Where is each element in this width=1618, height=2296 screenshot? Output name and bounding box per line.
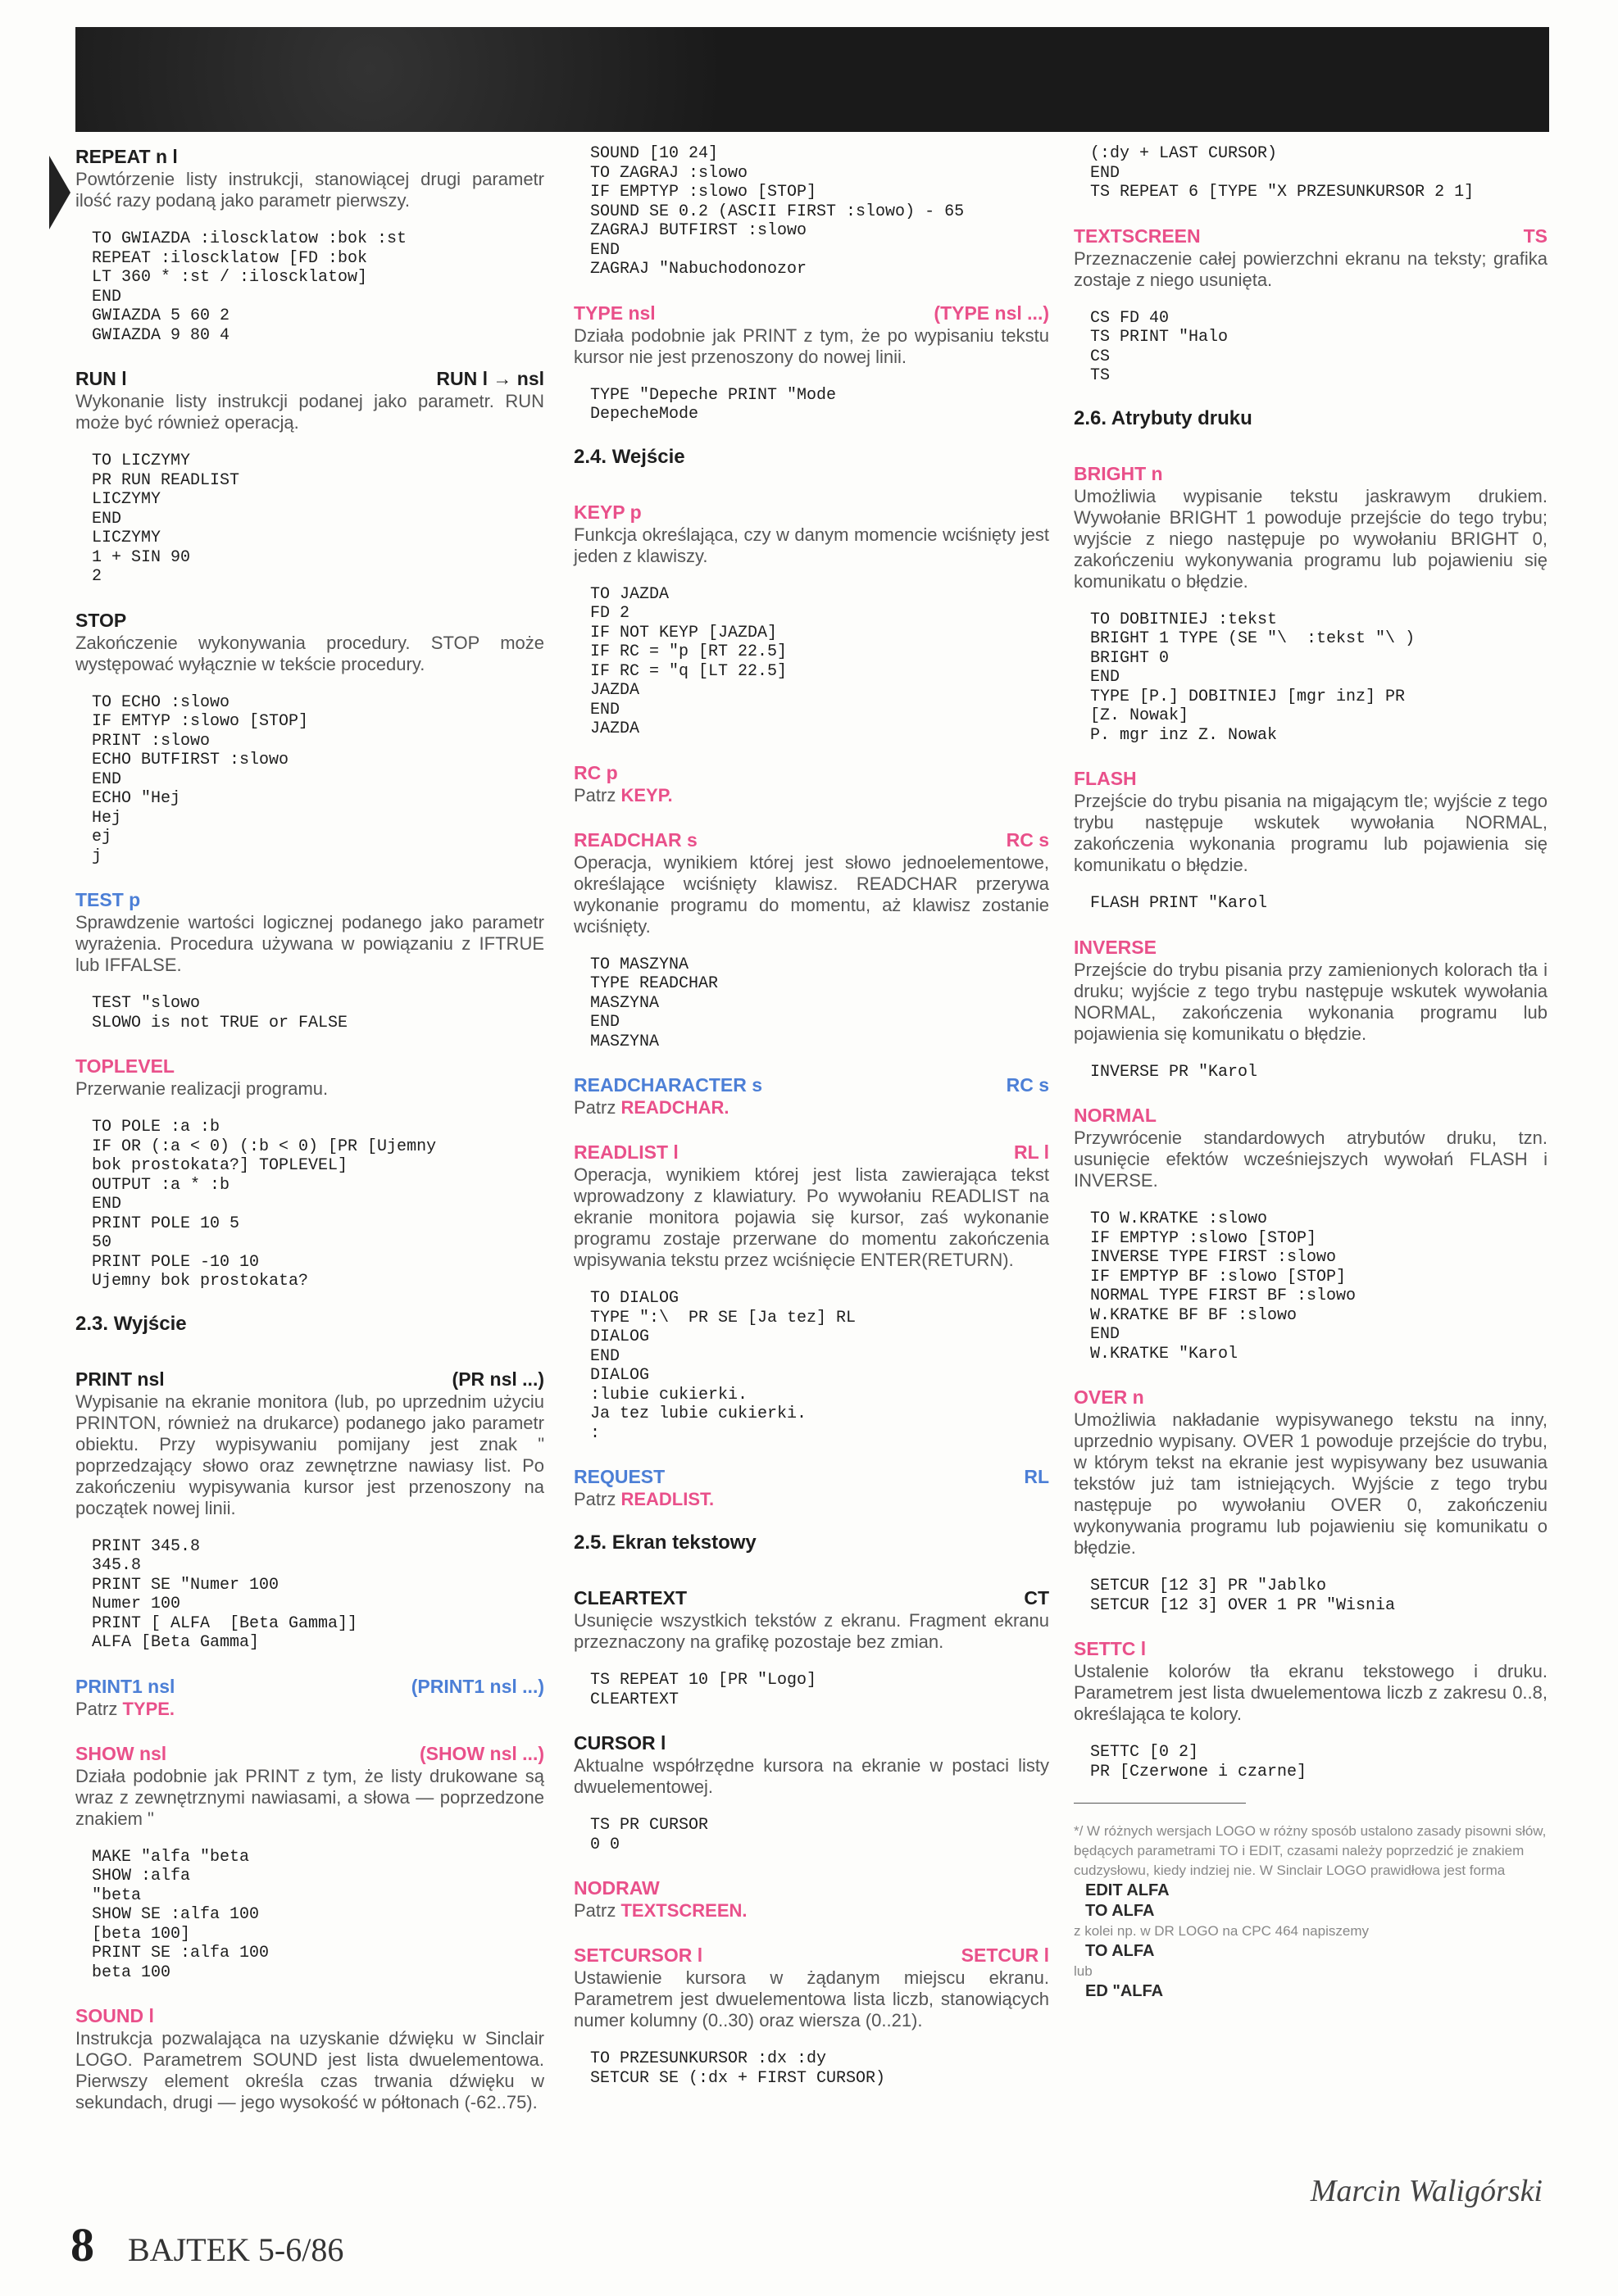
command-name: TYPE nsl — [574, 302, 656, 324]
command-name: FLASH — [1074, 768, 1137, 789]
code-example: TO LICZYMY PR RUN READLIST LICZYMY END LICZYMY 1 + SIN 90 2 — [92, 451, 240, 586]
page-number: 8 — [70, 2218, 94, 2271]
command-description: Przejście do trybu pisania na migającym tle; wyjście z tego trybu następuje wskutek wywołania NORMAL, zakończenia wykonania programu lub pojawienia się komunikatu o błędzie. — [1074, 791, 1548, 875]
command-heading — [574, 1876, 1049, 1900]
command-heading — [574, 1073, 1049, 1097]
command-description: Przeznaczenie całej powierzchni ekranu na teksty; grafika zostaje z niego usunięta. — [1074, 247, 1548, 290]
command-abbrev: CT — [1024, 1587, 1049, 1609]
code-example: INVERSE PR "Karol — [1090, 1062, 1258, 1082]
command-heading — [75, 1054, 544, 1078]
command-heading — [574, 1586, 1049, 1610]
command-description: Zakończenie wykonywania procedury. STOP może występować wyłącznie w tekście procedury. — [75, 632, 544, 674]
reference-link: TYPE. — [122, 1698, 175, 1719]
entry-request — [574, 1464, 1049, 1510]
command-name: CURSOR l — [574, 1732, 666, 1754]
entry-flash — [1074, 766, 1548, 914]
entry-cursor-l — [574, 1731, 1049, 1854]
command-abbrev: RL — [1024, 1466, 1049, 1487]
code-example: TO PRZESUNKURSOR :dx :dy SETCUR SE (:dx + FIRST CURSOR) — [590, 2049, 886, 2088]
command-name: TEST p — [75, 889, 141, 910]
code-continued: SOUND [10 24] TO ZAGRAJ :slowo IF EMPTYP :slowo [STOP] SOUND SE 0.2 (ASCII FIRST :slowo) - 65 ZAGRAJ BUTFIRST :slowo END ZAGRAJ "Nabuchodonozor — [590, 144, 965, 279]
footnote-code: EDIT ALFA TO ALFA — [1085, 1881, 1170, 1920]
code-example: TO W.KRATKE :slowo IF EMPTYP :slowo [STOP] INVERSE TYPE FIRST :slowo IF EMPTYP BF :slowo [STOP] NORMAL TYPE FIRST BF :slowo W.KRATKE BF BF :slowo END W.KRATKE "Karol — [1090, 1209, 1357, 1364]
entry-cleartext — [574, 1586, 1049, 1709]
header-banner — [75, 27, 1549, 132]
command-description: Przejście do trybu pisania przy zamienionych kolorach tła i druku; wyjście z tego trybu następuje wskutek wywołania NORMAL, zakończenia wykonania programu lub pojawienia się komunikatu o błędzie. — [1074, 959, 1548, 1044]
command-description: Przerwanie realizacji programu. — [75, 1078, 329, 1099]
command-heading — [574, 1731, 1049, 1755]
command-name: REPEAT n l — [75, 146, 178, 167]
command-heading — [75, 2003, 544, 2028]
command-name: OVER n — [1074, 1386, 1144, 1408]
command-name: BRIGHT n — [1074, 462, 1163, 484]
command-name: READCHARACTER s — [574, 1074, 763, 1096]
code-example: MAKE "alfa "beta SHOW :alfa "beta SHOW SE :alfa 100 [beta 100] PRINT SE :alfa 100 beta 100 — [92, 1847, 270, 1982]
command-description: Aktualne współrzędne kursora na ekranie w postaci listy dwuelementowej. — [574, 1755, 1049, 1797]
command-abbrev: RUN l → nsl — [436, 368, 544, 389]
command-name: REQUEST — [574, 1466, 666, 1487]
column-3 — [1074, 144, 1548, 2002]
footnote-text: lub — [1074, 1963, 1093, 1979]
command-description: Instrukcja pozwalająca na uzyskanie dźwięku w Sinclair LOGO. Parametrem SOUND jest lista dwuelementowa. Pierwszy element określa czas trwania dźwięku w sekundach, drugi — jego wysokość w półtonach (-62..75). — [75, 2028, 544, 2112]
command-heading — [1074, 1636, 1548, 1661]
command-heading — [75, 1741, 544, 1766]
command-description: Ustawienie kursora w żądanym miejscu ekranu. Parametrem jest dwuelementowa lista liczb, stanowiących numer kolumny (0..30) oraz wiersza (0..21). — [574, 1967, 1049, 2031]
command-heading — [1074, 935, 1548, 960]
command-heading — [75, 1674, 544, 1699]
code-example: TO DOBITNIEJ :tekst BRIGHT 1 TYPE (SE "\ :tekst "\ ) BRIGHT 0 END TYPE [P.] DOBITNIEJ [mgr inz] PR [Z. Nowak] P. mgr inz Z. Nowak — [1090, 610, 1416, 745]
footnote-text: z kolei np. w DR LOGO na CPC 464 napiszemy — [1074, 1923, 1369, 1939]
command-name: RUN l — [75, 368, 127, 389]
command-heading — [75, 144, 544, 169]
entry-bright-n — [1074, 461, 1548, 746]
command-abbrev: RC s — [1006, 828, 1049, 851]
command-description: Ustalenie kolorów tła ekranu tekstowego i druku. Parametrem jest lista dwuelementowa liczb z zakresu 0..8, określająca te kolory. — [1074, 1661, 1548, 1724]
command-description: Usunięcie wszystkich tekstów z ekranu. Fragment ekranu przeznaczony na grafikę pozostaje bez zmian. — [574, 1610, 1049, 1652]
command-heading — [75, 608, 544, 633]
command-heading — [574, 1140, 1049, 1164]
command-heading — [1074, 1103, 1548, 1128]
command-description: Funkcja określająca, czy w danym momencie wciśnięty jest jeden z klawiszy. — [574, 524, 1049, 566]
command-name: CLEARTEXT — [574, 1587, 687, 1609]
reference-link: READLIST. — [620, 1489, 715, 1509]
section-title: 2.4. Wejście — [574, 445, 685, 468]
command-heading — [75, 366, 544, 391]
code-example: TO GWIAZDA :iloscklatow :bok :st REPEAT :iloscklatow [FD :bok LT 360 * :st / :iloscklatow] END GWIAZDA 5 60 2 GWIAZDA 9 80 4 — [92, 229, 407, 345]
command-heading — [574, 1464, 1049, 1489]
command-name: KEYP p — [574, 501, 642, 523]
reference-link: TEXTSCREEN. — [620, 1900, 748, 1921]
command-description: Umożliwia wypisanie tekstu jaskrawym drukiem. Wywołanie BRIGHT 1 powoduje przejście do tego trybu; wyjście z niego następuje po wywołaniu BRIGHT 0, zakończeniu wykonywania programu lub pojawieniu się komunikatu o błędzie. — [1074, 485, 1548, 592]
command-abbrev: (PR nsl ...) — [452, 1368, 544, 1390]
command-description: Patrz KEYP. — [574, 784, 673, 805]
entry-normal — [1074, 1103, 1548, 1364]
code-example: TO MASZYNA TYPE READCHAR MASZYNA END MASZYNA — [590, 955, 719, 1051]
command-abbrev: SETCUR l — [961, 1944, 1049, 1966]
code-example: TO DIALOG TYPE ":\ PR SE [Ja tez] RL DIALOG END DIALOG :lubie cukierki. Ja tez lubie cukierki. : — [590, 1289, 857, 1443]
command-description: Operacja, wynikiem której jest lista zawierająca tekst wprowadzony z klawiatury. Po wywołaniu READLIST na ekranie monitora pojawia się kursor, zaś wykonanie programu zostaje przerwane do momentu zakończenia wpisywania tekstu przez wciśnięcie ENTER(RETURN). — [574, 1164, 1049, 1270]
command-heading — [574, 828, 1049, 852]
entry-nodraw — [574, 1876, 1049, 1922]
entry-repeat-n-l — [75, 144, 544, 345]
command-description: Powtórzenie listy instrukcji, stanowiącej drugi parametr ilość razy podaną jako parametr pierwszy. — [75, 169, 544, 211]
command-heading — [1074, 766, 1548, 791]
command-name: STOP — [75, 609, 127, 631]
command-abbrev: TS — [1523, 225, 1548, 247]
section-title: 2.3. Wyjście — [75, 1312, 187, 1335]
footnote-code: TO ALFA — [1085, 1942, 1155, 1960]
command-description: Operacja, wynikiem której jest słowo jednoelementowe, określające wciśnięty klawisz. READCHAR przerywa wykonanie programu do momentu, aż klawisz zostanie wciśnięty. — [574, 851, 1049, 937]
code-example: TO JAZDA FD 2 IF NOT KEYP [JAZDA] IF RC = "p [RT 22.5] IF RC = "q [LT 22.5] JAZDA END JAZDA — [590, 584, 788, 738]
column-1 — [75, 144, 544, 2135]
command-name: SOUND l — [75, 2005, 154, 2026]
entry-type-nsl — [574, 301, 1049, 424]
command-heading — [1074, 461, 1548, 486]
command-heading — [1074, 224, 1548, 248]
command-heading — [75, 1367, 544, 1391]
command-abbrev: RL l — [1013, 1141, 1049, 1163]
command-heading — [574, 760, 1049, 785]
command-description: Działa podobnie jak PRINT z tym, że listy drukowane są wraz z zewnętrznymi nawiasami, a słowa — poprzedzone znakiem " — [75, 1765, 544, 1829]
command-description: Wykonanie listy instrukcji podanej jako parametr. RUN może być również operacją. — [75, 391, 544, 433]
reference-link: KEYP. — [620, 784, 673, 805]
command-description: Wypisanie na ekranie monitora (lub, po uprzednim użyciu PRINTON, również na drukarce) podanego jako parametr obiektu. Przy wypisywaniu pomijany jest znak " poprzedzający słowo oraz zewnętrzne nawiasy list. Po zakończeniu wypisywania kursor jest przenoszony na początek nowej linii. — [75, 1391, 544, 1518]
entry-test-p — [75, 887, 544, 1032]
code-example: TEST "slowo SLOWO is not TRUE or FALSE — [92, 994, 348, 1032]
entry-print-nsl — [75, 1367, 544, 1653]
command-name: TOPLEVEL — [75, 1055, 175, 1077]
command-abbrev: (SHOW nsl ...) — [419, 1742, 544, 1764]
entry-rc-p — [574, 760, 1049, 806]
footnote-code: ED "ALFA — [1085, 1982, 1164, 2000]
command-name: READLIST l — [574, 1141, 679, 1163]
command-name: NORMAL — [1074, 1105, 1157, 1126]
command-name: PRINT1 nsl — [75, 1675, 175, 1697]
magazine-name: BAJTEK 5-6/86 — [128, 2231, 344, 2268]
command-description: Przywrócenie standardowych atrybutów druku, tzn. usunięcie efektów wcześniejszych wywołań FLASH i INVERSE. — [1074, 1128, 1548, 1191]
entry-show-nsl — [75, 1741, 544, 1983]
entry-print1-nsl — [75, 1674, 544, 1720]
entry-settc-l — [1074, 1636, 1548, 1781]
code-example: TO POLE :a :b IF OR (:a < 0) (:b < 0) [PR [Ujemny bok prostokata?] TOPLEVEL] OUTPUT :a * :b END PRINT POLE 10 5 50 PRINT POLE -10 10 Ujemny bok prostokata? — [92, 1118, 437, 1291]
code-example: TO ECHO :slowo IF EMTYP :slowo [STOP] PRINT :slowo ECHO BUTFIRST :slowo END ECHO "Hej Hej ej j — [92, 692, 309, 866]
command-abbrev: (TYPE nsl ...) — [934, 302, 1049, 324]
entry-textscreen — [1074, 224, 1548, 386]
column-2 — [574, 144, 1049, 2109]
command-description: Działa podobnie jak PRINT z tym, że po wypisaniu tekstu kursor nie jest przenoszony do nowej linii. — [574, 324, 1049, 367]
command-description: Patrz READLIST. — [574, 1489, 715, 1509]
entry-inverse — [1074, 935, 1548, 1082]
entry-stop — [75, 608, 544, 867]
code-example: SETCUR [12 3] PR "Jablko SETCUR [12 3] OVER 1 PR "Wisnia — [1090, 1577, 1396, 1615]
entry-readlist-l — [574, 1140, 1049, 1443]
command-description: Patrz TYPE. — [75, 1698, 175, 1719]
code-example: PRINT 345.8 345.8 PRINT SE "Numer 100 Numer 100 PRINT [ ALFA [Beta Gamma]] ALFA [Beta Gamma] — [92, 1536, 358, 1652]
section-title: 2.6. Atrybuty druku — [1074, 406, 1252, 429]
command-description: Umożliwia nakładanie wypisywanego tekstu na inny, uprzednio wypisany. OVER 1 powoduje przejście do trybu, w którym tekst na ekranie jest wypisywany bez usuwania tekstów już tam istniejących. Wyjście z tego trybu następuje po wywołaniu OVER 0, zakończeniu wykonywania programu lub pojawieniu się komunikatu o błędzie. — [1074, 1409, 1548, 1558]
command-description: Patrz READCHAR. — [574, 1097, 729, 1118]
footnote-rule — [1074, 1803, 1246, 1804]
command-heading — [574, 1943, 1049, 1967]
command-abbrev: (PRINT1 nsl ...) — [411, 1675, 544, 1697]
code-example: TS PR CURSOR 0 0 — [590, 1816, 709, 1854]
section-title: 2.5. Ekran tekstowy — [574, 1531, 757, 1554]
command-name: TEXTSCREEN — [1074, 225, 1201, 247]
command-heading — [75, 887, 544, 912]
command-heading — [574, 500, 1049, 524]
command-name: NODRAW — [574, 1877, 660, 1899]
command-name: SETTC l — [1074, 1638, 1147, 1659]
entry-setcursor-l — [574, 1943, 1049, 2088]
code-example: CS FD 40 TS PRINT "Halo CS TS — [1090, 308, 1229, 385]
entry-sound-l — [75, 2003, 544, 2113]
code-example: FLASH PRINT "Karol — [1090, 894, 1268, 913]
code-example: SETTC [0 2] PR [Czerwone i czarne] — [1090, 1743, 1307, 1781]
command-name: RC p — [574, 761, 618, 783]
command-name: SETCURSOR l — [574, 1944, 703, 1966]
entry-readcharacter-s — [574, 1073, 1049, 1119]
code-continued: (:dy + LAST CURSOR) END TS REPEAT 6 [TYPE "X PRZESUNKURSOR 2 1] — [1090, 144, 1475, 202]
entry-toplevel — [75, 1054, 544, 1291]
entry-run-l — [75, 366, 544, 587]
command-abbrev: RC s — [1006, 1074, 1049, 1096]
code-example: TS REPEAT 10 [PR "Logo] CLEARTEXT — [590, 1671, 817, 1709]
command-description: Sprawdzenie wartości logicznej podanego jako parametr wyrażenia. Procedura używana w powiązaniu z IFTRUE lub IFFALSE. — [75, 912, 544, 975]
command-name: READCHAR s — [574, 828, 698, 851]
entry-keyp-p — [574, 500, 1049, 739]
command-heading — [574, 301, 1049, 325]
command-name: INVERSE — [1074, 936, 1157, 958]
triangle-marker-icon — [49, 156, 70, 229]
command-name: SHOW nsl — [75, 1742, 167, 1764]
command-name: PRINT nsl — [75, 1368, 165, 1390]
command-description: Patrz TEXTSCREEN. — [574, 1900, 748, 1921]
reference-link: READCHAR. — [620, 1097, 729, 1118]
entry-over-n — [1074, 1385, 1548, 1615]
entry-readchar-s — [574, 828, 1049, 1052]
footnote-text: */ W różnych wersjach LOGO w różny sposób ustalono zasady pisowni słów, będących parametrami TO i EDIT, czasami należy poprzedzić je znakiem cudzysłowu, kiedy indziej nie. W Sinclair LOGO prawidłowa jest forma — [1074, 1823, 1547, 1878]
command-heading — [1074, 1385, 1548, 1409]
author-signature: Marcin Waligórski — [1310, 2174, 1543, 2208]
code-example: TYPE "Depeche PRINT "Mode DepecheMode — [590, 385, 837, 424]
